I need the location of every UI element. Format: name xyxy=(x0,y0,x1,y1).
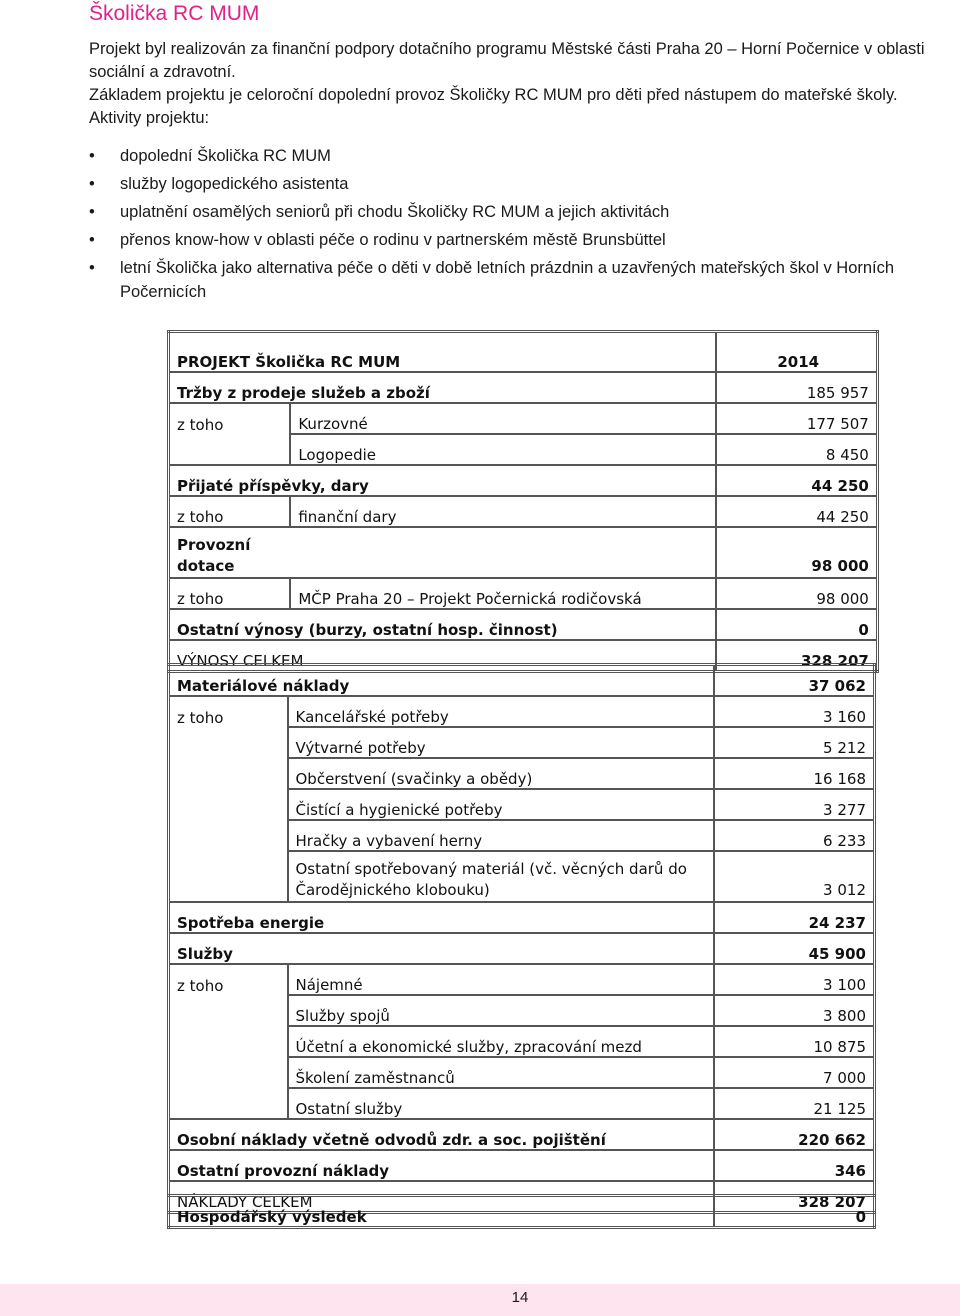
row-label: Účetní a ekonomické služby, zpracování mezd xyxy=(288,1026,714,1057)
table-row xyxy=(169,332,878,373)
page-number: 14 xyxy=(511,1289,529,1306)
table-row xyxy=(169,527,878,578)
table-header-label: PROJEKT Školička RC MUM xyxy=(169,332,717,373)
table-row xyxy=(169,995,875,1026)
row-label: Ostatní výnosy (burzy, ostatní hosp. činnost) xyxy=(169,609,717,640)
row-label: Služby spojů xyxy=(288,995,714,1026)
row-label: Spotřeba energie xyxy=(169,902,714,933)
row-prefix: z toho xyxy=(169,578,291,609)
result-table xyxy=(167,1194,876,1229)
table-row xyxy=(169,496,878,527)
row-value: 0 xyxy=(714,1196,875,1228)
row-value: 3 160 xyxy=(714,696,875,727)
row-prefix: z toho xyxy=(169,964,288,995)
table-row xyxy=(169,372,878,403)
table-row xyxy=(169,578,878,609)
row-value: 24 237 xyxy=(714,902,875,933)
table-row xyxy=(169,1026,875,1057)
row-label: Hračky a vybavení herny xyxy=(288,820,714,851)
row-label: Školení zaměstnanců xyxy=(288,1057,714,1088)
table-row xyxy=(169,1150,875,1181)
list-item: • přenos know-how v oblasti péče o rodinu v partnerském městě Brunsbüttel xyxy=(89,229,949,253)
intro-paragraph: Základem projektu je celoroční dopolední provoz Školičky RC MUM pro děti před nástupem do mateřské školy. xyxy=(89,86,898,104)
table-row xyxy=(169,1119,875,1150)
row-prefix: z toho xyxy=(169,696,288,727)
table-row xyxy=(169,964,875,995)
row-value: 3 012 xyxy=(714,851,875,902)
row-value: 3 100 xyxy=(714,964,875,995)
row-label: MČP Praha 20 – Projekt Počernická rodičovská xyxy=(290,578,716,609)
total-value: 328 207 xyxy=(714,1181,875,1213)
row-value: 16 168 xyxy=(714,758,875,789)
table-row xyxy=(169,434,878,465)
row-label: Ostatní služby xyxy=(288,1088,714,1119)
row-value: 5 212 xyxy=(714,727,875,758)
row-value: 185 957 xyxy=(716,372,877,403)
row-label: Tržby z prodeje služeb a zboží xyxy=(169,372,717,403)
activities-list xyxy=(89,145,949,309)
row-label: Hospodářský výsledek xyxy=(177,1208,367,1226)
row-value: 8 450 xyxy=(716,434,877,465)
row-value: 98 000 xyxy=(716,527,877,578)
table-row xyxy=(169,1088,875,1119)
table-row xyxy=(169,465,878,496)
table-row xyxy=(169,851,875,902)
table-row xyxy=(169,609,878,640)
table-row xyxy=(169,1196,875,1228)
table-row xyxy=(169,789,875,820)
list-item: • uplatnění osamělých seniorů při chodu Školičky RC MUM a jejich aktivitách xyxy=(89,201,949,225)
page-footer xyxy=(0,1284,960,1316)
table-row xyxy=(169,820,875,851)
page-title: Školička RC MUM xyxy=(89,2,260,25)
row-label: finanční dary xyxy=(290,496,716,527)
list-item: • letní Školička jako alternativa péče o děti v době letních prázdnin a uzavřených mateřských škol v Horních Počernicích xyxy=(89,257,949,304)
row-value: 44 250 xyxy=(716,496,877,527)
total-label: NÁKLADY CELKEM xyxy=(169,1181,714,1213)
row-value: 7 000 xyxy=(714,1057,875,1088)
row-label: Ostatní spotřebovaný materiál (vč. věcných darů do Čarodějnického klobouku) xyxy=(288,851,714,902)
row-value: 220 662 xyxy=(714,1119,875,1150)
table-row xyxy=(169,758,875,789)
row-prefix: z toho xyxy=(169,496,291,527)
row-value: 44 250 xyxy=(716,465,877,496)
table-row xyxy=(169,665,875,697)
row-value: 37 062 xyxy=(714,665,875,697)
row-value: 346 xyxy=(714,1150,875,1181)
row-label: Výtvarné potřeby xyxy=(288,727,714,758)
cost-table xyxy=(167,663,876,1214)
row-label: Služby xyxy=(169,933,714,964)
total-value: 328 207 xyxy=(716,640,877,672)
table-row xyxy=(169,696,875,727)
intro-text xyxy=(89,38,949,130)
row-value: 177 507 xyxy=(716,403,877,434)
table-row xyxy=(169,403,878,434)
row-label: Občerstvení (svačinky a obědy) xyxy=(288,758,714,789)
row-label: Provozní dotace xyxy=(169,527,291,578)
row-prefix: z toho xyxy=(169,403,291,434)
row-label: Přijaté příspěvky, dary xyxy=(169,465,717,496)
list-item: • služby logopedického asistenta xyxy=(89,173,949,197)
table-row xyxy=(169,902,875,933)
table-row xyxy=(169,933,875,964)
activities-heading: Aktivity projektu: xyxy=(89,109,210,127)
row-label: Materiálové náklady xyxy=(177,677,350,695)
row-value: 10 875 xyxy=(714,1026,875,1057)
row-label: Osobní náklady včetně odvodů zdr. a soc. pojištění xyxy=(169,1119,714,1150)
table-header-year: 2014 xyxy=(716,332,877,373)
row-label: Čistící a hygienické potřeby xyxy=(288,789,714,820)
list-item: • dopolední Školička RC MUM xyxy=(89,145,949,169)
row-value: 3 800 xyxy=(714,995,875,1026)
row-label: Logopedie xyxy=(290,434,716,465)
row-value: 3 277 xyxy=(714,789,875,820)
revenue-table xyxy=(167,330,879,673)
row-label: Ostatní provozní náklady xyxy=(169,1150,714,1181)
row-label: Kancelářské potřeby xyxy=(288,696,714,727)
table-row xyxy=(169,1057,875,1088)
total-label: VÝNOSY CELKEM xyxy=(169,640,717,672)
row-value: 45 900 xyxy=(714,933,875,964)
row-value: 21 125 xyxy=(714,1088,875,1119)
row-value: 6 233 xyxy=(714,820,875,851)
row-value: 0 xyxy=(716,609,877,640)
row-label: Nájemné xyxy=(288,964,714,995)
row-value: 98 000 xyxy=(716,578,877,609)
intro-paragraph: Projekt byl realizován za finanční podpory dotačního programu Městské části Praha 20 – Horní Počernice v oblasti sociální a zdravotní. xyxy=(89,40,925,81)
table-row xyxy=(169,727,875,758)
row-label: Kurzovné xyxy=(290,403,716,434)
